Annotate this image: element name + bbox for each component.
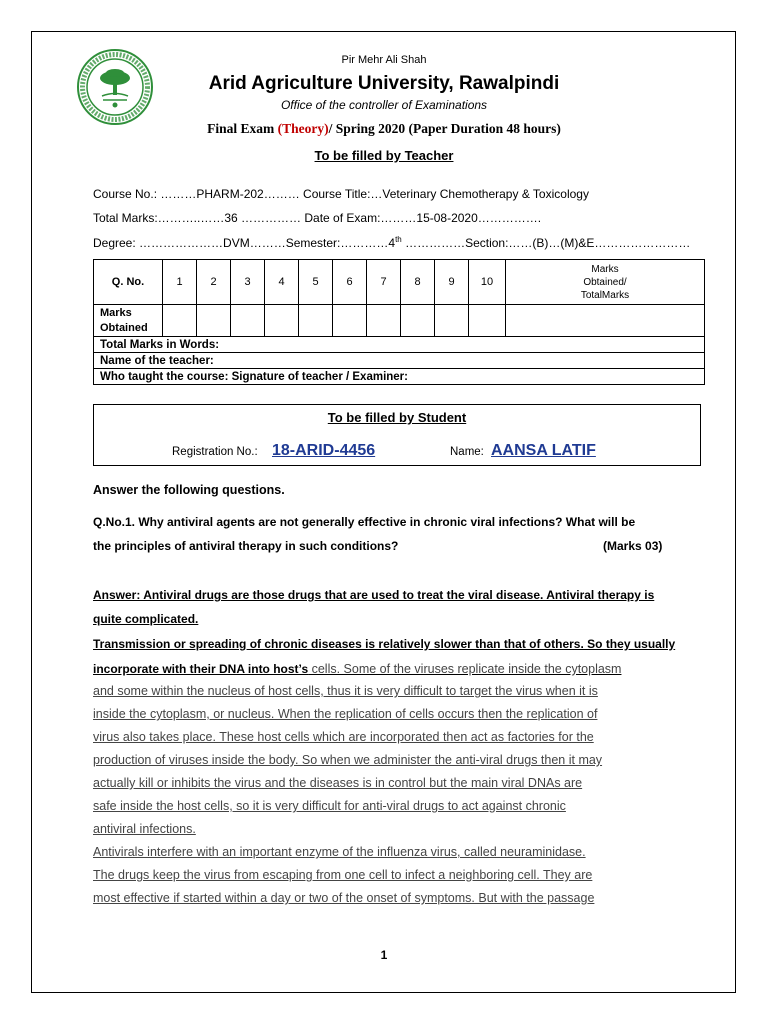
q-number-cell: 7 [367,260,401,305]
instruction: Answer the following questions. [93,483,285,497]
marks-cell[interactable] [435,305,469,337]
total-marks-cell[interactable] [506,305,705,337]
q-number-cell: 1 [163,260,197,305]
marks-cell[interactable] [333,305,367,337]
q-number-cell: 8 [401,260,435,305]
total-in-words-row [94,337,705,353]
obtained-total-header [506,260,705,305]
registration-label: Registration No.: [172,446,258,458]
marks-obtained-row [94,305,705,337]
obtained-total-label-2: Obtained/ [583,276,627,288]
student-info-box [93,404,701,466]
marks-cell[interactable] [231,305,265,337]
university-prefix: Pir Mehr Ali Shah [341,54,427,66]
question-1-marks: (Marks 03) [603,539,663,553]
marks-cell[interactable] [163,305,197,337]
course-info-line-2: Total Marks:………..……36 …………… Date of Exam:………15-08-2020……………. [93,211,542,225]
marks-cell[interactable] [401,305,435,337]
q-number-cell: 6 [333,260,367,305]
exam-theory: (Theory) [277,121,329,136]
q-number-cell: 10 [469,260,506,305]
teacher-section-title: To be filled by Teacher [314,148,454,163]
q-number-cell: 5 [299,260,333,305]
question-number-row [94,260,705,305]
total-in-words-label: Total Marks in Words: [94,337,705,353]
q-number-cell: 4 [265,260,299,305]
who-taught-label: Who taught the course: Signature of teacher / Examiner: [94,369,705,385]
marks-cell[interactable] [265,305,299,337]
degree-semester: Degree: …………………DVM………Semester:…………4 [93,236,396,250]
question-1-line-1: Q.No.1. Why antiviral agents are not generally effective in chronic viral infections? What will be [93,515,636,529]
answer-line-2: quite complicated. [93,612,199,626]
marks-obtained-label [94,305,163,337]
marks-cell[interactable] [299,305,333,337]
name-value: AANSA LATIF [491,442,596,459]
marks-cell[interactable] [469,305,506,337]
page-number: 1 [380,948,388,962]
exam-prefix: Final Exam [207,121,278,136]
marks-cell[interactable] [197,305,231,337]
answer-line-1: Answer: Antiviral drugs are those drugs that are used to treat the viral disease. Antiviral therapy is [93,588,655,602]
name-label: Name: [450,446,484,458]
course-info-line-1: Course No.: ………PHARM-202……… Course Title:…Veterinary Chemotherapy & Toxicology [93,187,589,201]
q-number-cell: 3 [231,260,265,305]
answer-mixed-bold: incorporate with their DNA into host’s [93,662,309,676]
student-section-title: To be filled by Student [327,410,467,425]
exam-suffix: / Spring 2020 (Paper Duration 48 hours) [328,121,561,136]
office-subtitle: Office of the controller of Examinations [280,98,488,112]
marks-obtained-label-1: Marks [100,306,132,319]
semester-suffix: th [395,235,402,244]
answer-text-line: Antivirals interfere with an important enzyme of the influenza virus, called neuraminidase. [93,845,586,859]
marks-table [93,259,705,385]
answer-mixed-plain: cells. Some of the viruses replicate inside the cytoplasm [308,662,622,676]
marks-cell[interactable] [367,305,401,337]
q-number-cell: 2 [197,260,231,305]
obtained-total-label-3: TotalMarks [580,289,630,301]
answer-line-3: Transmission or spreading of chronic diseases is relatively slower than that of others. So they usually [93,637,676,651]
registration-value: 18-ARID-4456 [272,442,376,459]
answer-text-line: actually kill or inhibits the virus and the diseases is in control but the main viral DNAs are [93,776,583,790]
obtained-total-label-1: Marks [591,263,619,275]
exam-title [0,121,768,137]
section-info: ……………Section:……(B)…(M)&E…………………… [401,236,691,250]
answer-text-line: and some within the nucleus of host cells, thus it is very difficult to target the virus when it is [93,684,598,698]
answer-text-line: virus also takes place. These host cells which are incorporated then act as factories for the [93,730,594,744]
question-1-line-2: the principles of antiviral therapy in such conditions? [93,539,399,553]
teacher-name-row [94,353,705,369]
answer-line-4 [93,660,621,678]
answer-text-line: The drugs keep the virus from escaping from one cell to infect a neighboring cell. They are [93,868,593,882]
answer-text-line: most effective if started within a day or two of the onset of symptoms. But with the passage [93,891,595,905]
who-taught-row [94,369,705,385]
answer-text-line: inside the cytoplasm, or nucleus. When the replication of cells occurs then the replication of [93,707,598,721]
answer-text-line: antiviral infections. [93,822,196,836]
marks-obtained-label-2: Obtained [100,321,148,334]
answer-text-line: safe inside the host cells, so it is very difficult for anti-viral drugs to act against chronic [93,799,566,813]
teacher-name-label: Name of the teacher: [94,353,705,369]
q-no-label: Q. No. [94,260,163,305]
university-name: Arid Agriculture University, Rawalpindi [208,73,560,94]
answer-text-line: production of viruses inside the body. So when we administer the anti-viral drugs then it may [93,753,603,767]
q-number-cell: 9 [435,260,469,305]
course-info-line-3 [93,235,690,250]
